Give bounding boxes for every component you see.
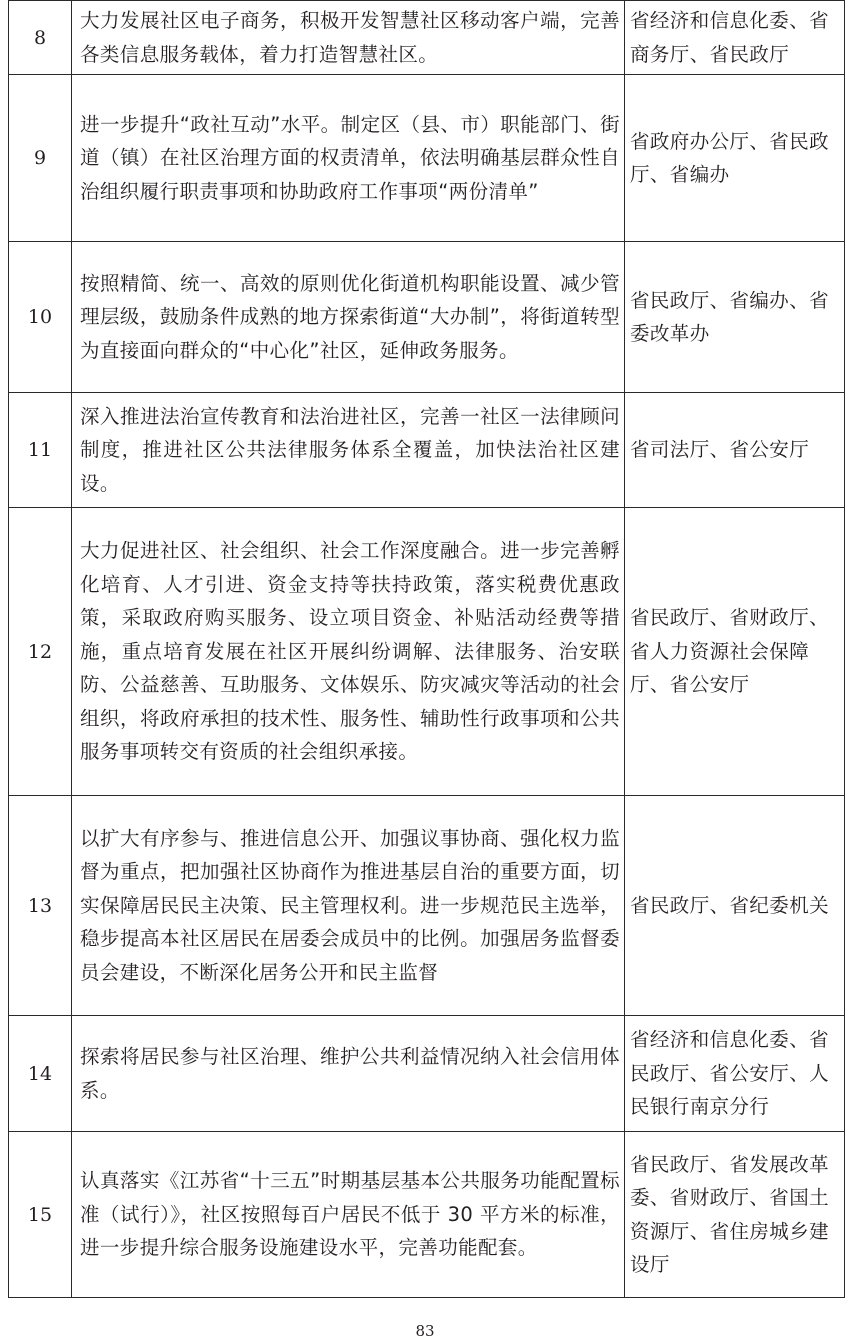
table-row — [9, 796, 845, 1016]
responsible-departments: 省民政厅、省发展改革委、省财政厅、省国土资源厅、省住房城乡建设厅 — [625, 1132, 845, 1298]
responsible-departments: 省经济和信息化委、省民政厅、省公安厅、人民银行南京分行 — [625, 1016, 845, 1132]
responsible-departments: 省司法厅、省公安厅 — [625, 393, 845, 508]
row-number: 11 — [9, 393, 72, 508]
responsible-departments: 省民政厅、省财政厅、省人力资源社会保障厅、省公安厅 — [625, 508, 845, 796]
task-description: 深入推进法治宣传教育和法治进社区，完善一社区一法律顾问制度，推进社区公共法律服务体系全覆盖，加快法治社区建设。 — [72, 393, 625, 508]
row-number: 9 — [9, 75, 72, 242]
row-number: 8 — [9, 1, 72, 75]
task-description: 认真落实《江苏省“十三五”时期基层基本公共服务功能配置标准（试行）》，社区按照每百户居民不低于 30 平方米的标准，进一步提升综合服务设施建设水平，完善功能配套。 — [72, 1132, 625, 1298]
table-row — [9, 1132, 845, 1298]
task-description: 以扩大有序参与、推进信息公开、加强议事协商、强化权力监督为重点，把加强社区协商作为推进基层自治的重要方面，切实保障居民民主决策、民主管理权利。进一步规范民主选举，稳步提高本社区居民在居委会成员中的比例。加强居务监督委员会建设，不断深化居务公开和民主监督 — [72, 796, 625, 1016]
row-number: 13 — [9, 796, 72, 1016]
table-row — [9, 1016, 845, 1132]
task-description: 按照精简、统一、高效的原则优化街道机构职能设置、减少管理层级，鼓励条件成熟的地方探索街道“大办制”，将街道转型为直接面向群众的“中心化”社区，延伸政务服务。 — [72, 242, 625, 393]
table-row — [9, 242, 845, 393]
row-number: 15 — [9, 1132, 72, 1298]
responsible-departments: 省民政厅、省编办、省委改革办 — [625, 242, 845, 393]
responsible-departments: 省民政厅、省纪委机关 — [625, 796, 845, 1016]
row-number: 14 — [9, 1016, 72, 1132]
responsible-departments: 省政府办公厅、省民政厅、省编办 — [625, 75, 845, 242]
row-number: 10 — [9, 242, 72, 393]
table-row — [9, 1, 845, 75]
task-description: 大力发展社区电子商务，积极开发智慧社区移动客户端，完善各类信息服务载体，着力打造智慧社区。 — [72, 1, 625, 75]
table-row — [9, 393, 845, 508]
task-description: 大力促进社区、社会组织、社会工作深度融合。进一步完善孵化培育、人才引进、资金支持等扶持政策，落实税费优惠政策，采取政府购买服务、设立项目资金、补贴活动经费等措施，重点培育发展在社区开展纠纷调解、法律服务、治安联防、公益慈善、互助服务、文体娱乐、防灾减灾等活动的社会组织，将政府承担的技术性、服务性、辅助性行政事项和公共服务事项转交有资质的社会组织承接。 — [72, 508, 625, 796]
task-description: 进一步提升“政社互动”水平。制定区（县、市）职能部门、街道（镇）在社区治理方面的权责清单，依法明确基层群众性自治组织履行职责事项和协助政府工作事项“两份清单” — [72, 75, 625, 242]
task-table — [8, 0, 845, 1298]
table-row — [9, 508, 845, 796]
responsible-departments: 省经济和信息化委、省商务厅、省民政厅 — [625, 1, 845, 75]
page-number: 83 — [415, 1322, 435, 1340]
row-number: 12 — [9, 508, 72, 796]
table-row — [9, 75, 845, 242]
task-description: 探索将居民参与社区治理、维护公共利益情况纳入社会信用体系。 — [72, 1016, 625, 1132]
